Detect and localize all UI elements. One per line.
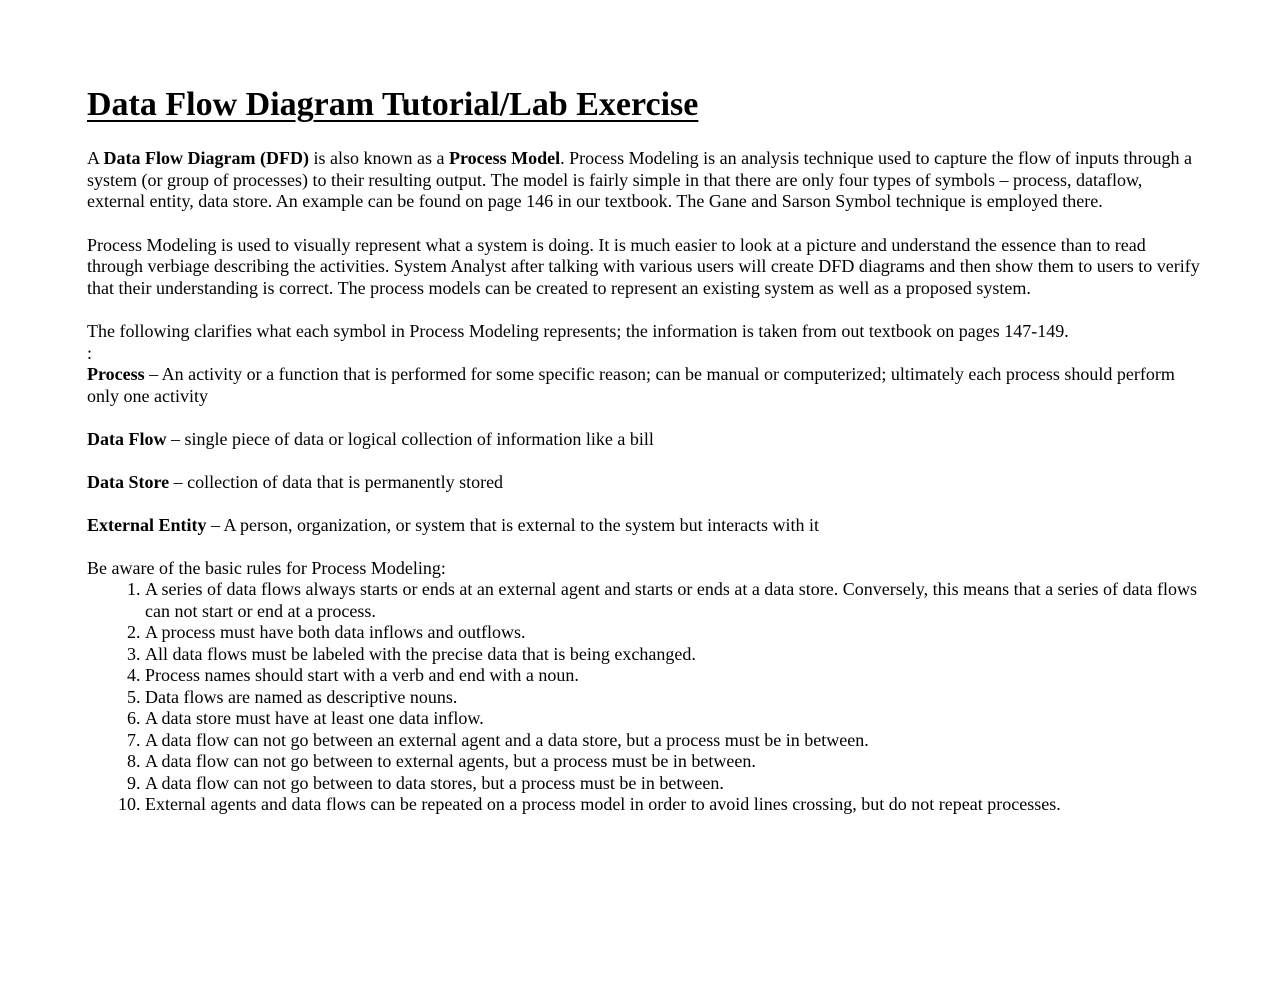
list-item: 5. Data flows are named as descriptive nouns. (145, 687, 1200, 709)
definition-desc: – A person, organization, or system that is external to the system but interacts with it (206, 515, 820, 535)
page-title: Data Flow Diagram Tutorial/Lab Exercise (87, 86, 699, 123)
symbols-intro-paragraph: The following clarifies what each symbol in Process Modeling represents; the information is taken from out textbook on pages 147-149. (87, 321, 1069, 341)
list-item: 10. External agents and data flows can be repeated on a process model in order to avoid lines crossing, but do not repeat processes. (145, 794, 1200, 816)
colon-line: : (87, 342, 93, 363)
intro-text-1: A (87, 148, 104, 168)
definition-desc: – single piece of data or logical collection of information like a bill (166, 429, 654, 449)
list-item: 8. A data flow can not go between to external agents, but a process must be in between. (145, 751, 1200, 773)
rules-list (87, 579, 1200, 816)
definition-desc: – collection of data that is permanently stored (169, 471, 504, 492)
intro-text-3: . Process Modeling is an analysis technique used to capture the flow of inputs through a system (or group of processes) to their resulting output. The model is fairly simple in that there are only four types of symbols – process, dataflow, external entity, data store. An example can be found on page 146 in our textbook. The Gane and Sarson Symbol technique is employed there. (87, 148, 1192, 211)
definition-term: External Entity (87, 515, 207, 535)
definition-term: Data Flow (87, 429, 167, 449)
process-modeling-paragraph: Process Modeling is used to visually represent what a system is doing. It is much easier to look at a picture and understand the essence than to read through verbiage describing the activities. System Analyst after talking with various users will create DFD diagrams and then show them to users to verify that their understanding is correct. The process models can be created to represent an existing system as well as a proposed system. (87, 234, 1200, 298)
list-item: 6. A data store must have at least one data inflow. (145, 708, 1200, 730)
definition-data-flow (87, 429, 1200, 451)
definition-process (87, 364, 1200, 407)
list-item: 9. A data flow can not go between to data stores, but a process must be in between. (145, 773, 1200, 795)
list-item: 2. A process must have both data inflows and outflows. (145, 622, 1200, 644)
intro-term-dfd: Data Flow Diagram (DFD) (103, 148, 309, 168)
rules-intro: Be aware of the basic rules for Process Modeling: (87, 557, 446, 578)
definition-data-store (87, 472, 1200, 494)
intro-paragraph (87, 148, 1200, 213)
definition-external-entity (87, 515, 1200, 537)
definition-term: Process (87, 364, 145, 384)
list-item: 1. A series of data flows always starts or ends at an external agent and starts or ends at a data store. Conversely, this means that a series of data flows can not start or end at a process. (145, 579, 1200, 622)
list-item: 3. All data flows must be labeled with the precise data that is being exchanged. (145, 644, 1200, 666)
list-item: 7. A data flow can not go between an external agent and a data store, but a process must be in between. (145, 730, 1200, 752)
intro-term-process-model: Process Model (448, 148, 561, 168)
definition-desc: – An activity or a function that is performed for some specific reason; can be manual or computerized; ultimately each process should perform only one activity (87, 364, 1175, 406)
definition-term: Data Store (87, 471, 170, 492)
list-item: 4. Process names should start with a verb and end with a noun. (145, 665, 1200, 687)
intro-text-2: is also known as a (308, 148, 449, 168)
